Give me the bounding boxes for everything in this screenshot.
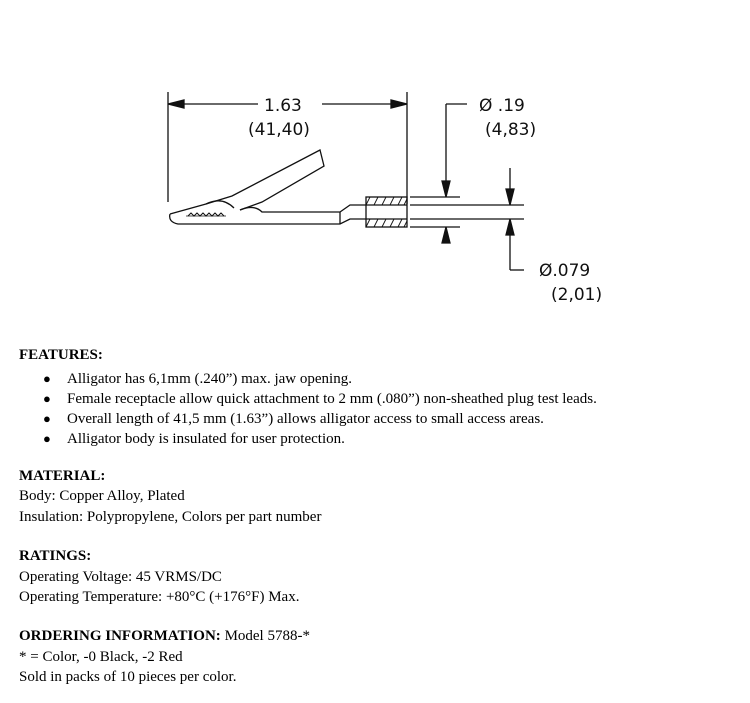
features-title: FEATURES: (19, 347, 103, 363)
features-list (19, 369, 597, 449)
ordering-color-line: * = Color, -0 Black, -2 Red (19, 649, 183, 665)
length-inch: 1.63 (264, 96, 302, 116)
dia2-inch: Ø.079 (539, 261, 591, 281)
dia1-inch: Ø .19 (479, 96, 525, 116)
bullet-icon: ● (43, 431, 51, 446)
material-insulation: Insulation: Polypropylene, Colors per part number (19, 509, 322, 525)
feature-item: ● Overall length of 41,5 mm (1.63”) allows alligator access to small access areas. (43, 411, 544, 427)
ordering-model: Model 5788-* (224, 628, 310, 644)
alligator-clip-drawing (0, 0, 750, 330)
material-body: Body: Copper Alloy, Plated (19, 488, 185, 504)
ordering-title: ORDERING INFORMATION: (19, 628, 221, 644)
receptacle (366, 197, 407, 227)
upper-jaw (170, 150, 324, 214)
feature-item: ● Female receptacle allow quick attachment to 2 mm (.080”) non-sheathed plug test leads. (43, 391, 597, 407)
bullet-icon: ● (43, 391, 51, 406)
ratings-title: RATINGS: (19, 548, 92, 564)
feature-item: ● Alligator has 6,1mm (.240”) max. jaw opening. (43, 371, 352, 387)
dia1-mm: (4,83) (485, 120, 537, 140)
dia2-mm: (2,01) (551, 285, 603, 305)
ratings-voltage: Operating Voltage: 45 VRMS/DC (19, 569, 222, 585)
bullet-icon: ● (43, 411, 51, 426)
ordering-pack-line: Sold in packs of 10 pieces per color. (19, 669, 237, 685)
length-mm: (41,40) (248, 120, 310, 140)
material-title: MATERIAL: (19, 468, 106, 484)
ordering-header (19, 628, 310, 645)
feature-item: ● Alligator body is insulated for user protection. (43, 431, 345, 447)
bullet-icon: ● (43, 371, 51, 386)
ratings-temperature: Operating Temperature: +80°C (+176°F) Max. (19, 589, 300, 605)
